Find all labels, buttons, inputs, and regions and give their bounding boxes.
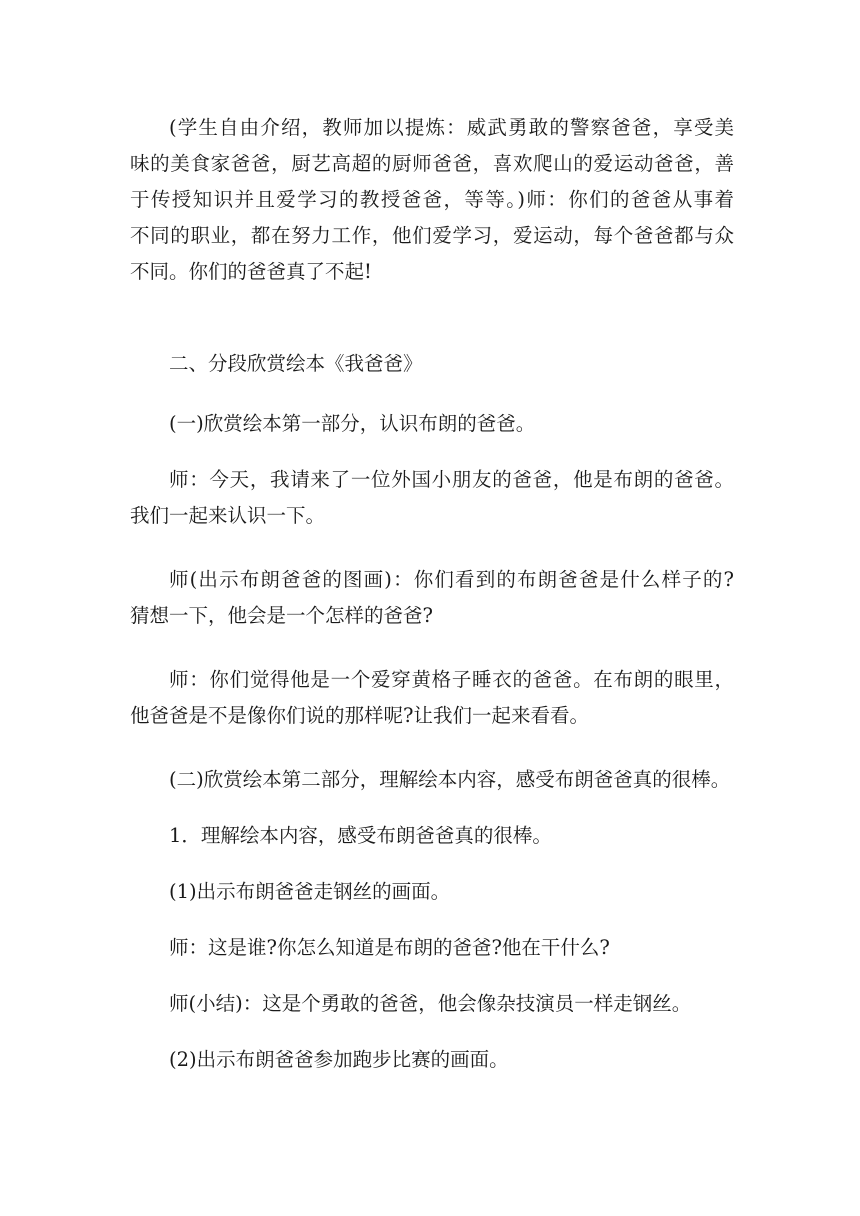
section-heading	[130, 346, 734, 382]
dialogue-line	[130, 930, 734, 966]
paragraph-pajamas	[130, 662, 734, 734]
list-item-heading	[130, 818, 734, 854]
paragraph-show-picture	[130, 562, 734, 634]
list-item	[130, 1042, 734, 1078]
text-line: 师：你们觉得他是一个爱穿黄格子睡衣的爸爸。在布朗的眼里，	[169, 668, 734, 691]
text-line: 味的美食家爸爸，厨艺高超的厨师爸爸，喜欢爬山的爱运动爸爸，善	[130, 152, 734, 175]
text-line: 师：这是谁?你怎么知道是布朗的爸爸?他在干什么?	[169, 936, 610, 959]
text-line: 猜想一下，他会是一个怎样的爸爸?	[130, 604, 433, 627]
text-line: (二)欣赏绘本第二部分，理解绘本内容，感受布朗爸爸真的很棒。	[169, 768, 731, 791]
paragraph-student-intro	[130, 110, 734, 290]
subsection-heading	[130, 762, 734, 798]
text-line: 师：今天，我请来了一位外国小朋友的爸爸，他是布朗的爸爸。	[169, 468, 734, 491]
text-line: 1．理解绘本内容，感受布朗爸爸真的很棒。	[169, 824, 552, 847]
text-line: 不同。你们的爸爸真了不起!	[130, 260, 372, 283]
dialogue-line	[130, 986, 734, 1022]
text-line: 于传授知识并且爱学习的教授爸爸，等等。)师：你们的爸爸从事着	[130, 188, 734, 211]
text-line: 二、分段欣赏绘本《我爸爸》	[169, 352, 423, 375]
text-line: (1)出示布朗爸爸走钢丝的画面。	[169, 880, 451, 903]
text-line: (学生自由介绍，教师加以提炼：威武勇敢的警察爸爸，享受美	[169, 116, 734, 139]
subsection-heading	[130, 406, 734, 442]
text-line: 师(小结)：这是个勇敢的爸爸，他会像杂技演员一样走钢丝。	[169, 992, 692, 1015]
text-line: 他爸爸是不是像你们说的那样呢?让我们一起来看看。	[130, 704, 589, 727]
text-line: 我们一起来认识一下。	[130, 504, 326, 527]
text-line: (一)欣赏绘本第一部分，认识布朗的爸爸。	[169, 412, 536, 435]
text-line: 师(出示布朗爸爸的图画)：你们看到的布朗爸爸是什么样子的?	[169, 568, 734, 591]
list-item	[130, 874, 734, 910]
text-line: 不同的职业，都在努力工作，他们爱学习，爱运动，每个爸爸都与众	[130, 224, 734, 247]
paragraph-teacher-intro	[130, 462, 734, 534]
text-line: (2)出示布朗爸爸参加跑步比赛的画面。	[169, 1048, 509, 1071]
